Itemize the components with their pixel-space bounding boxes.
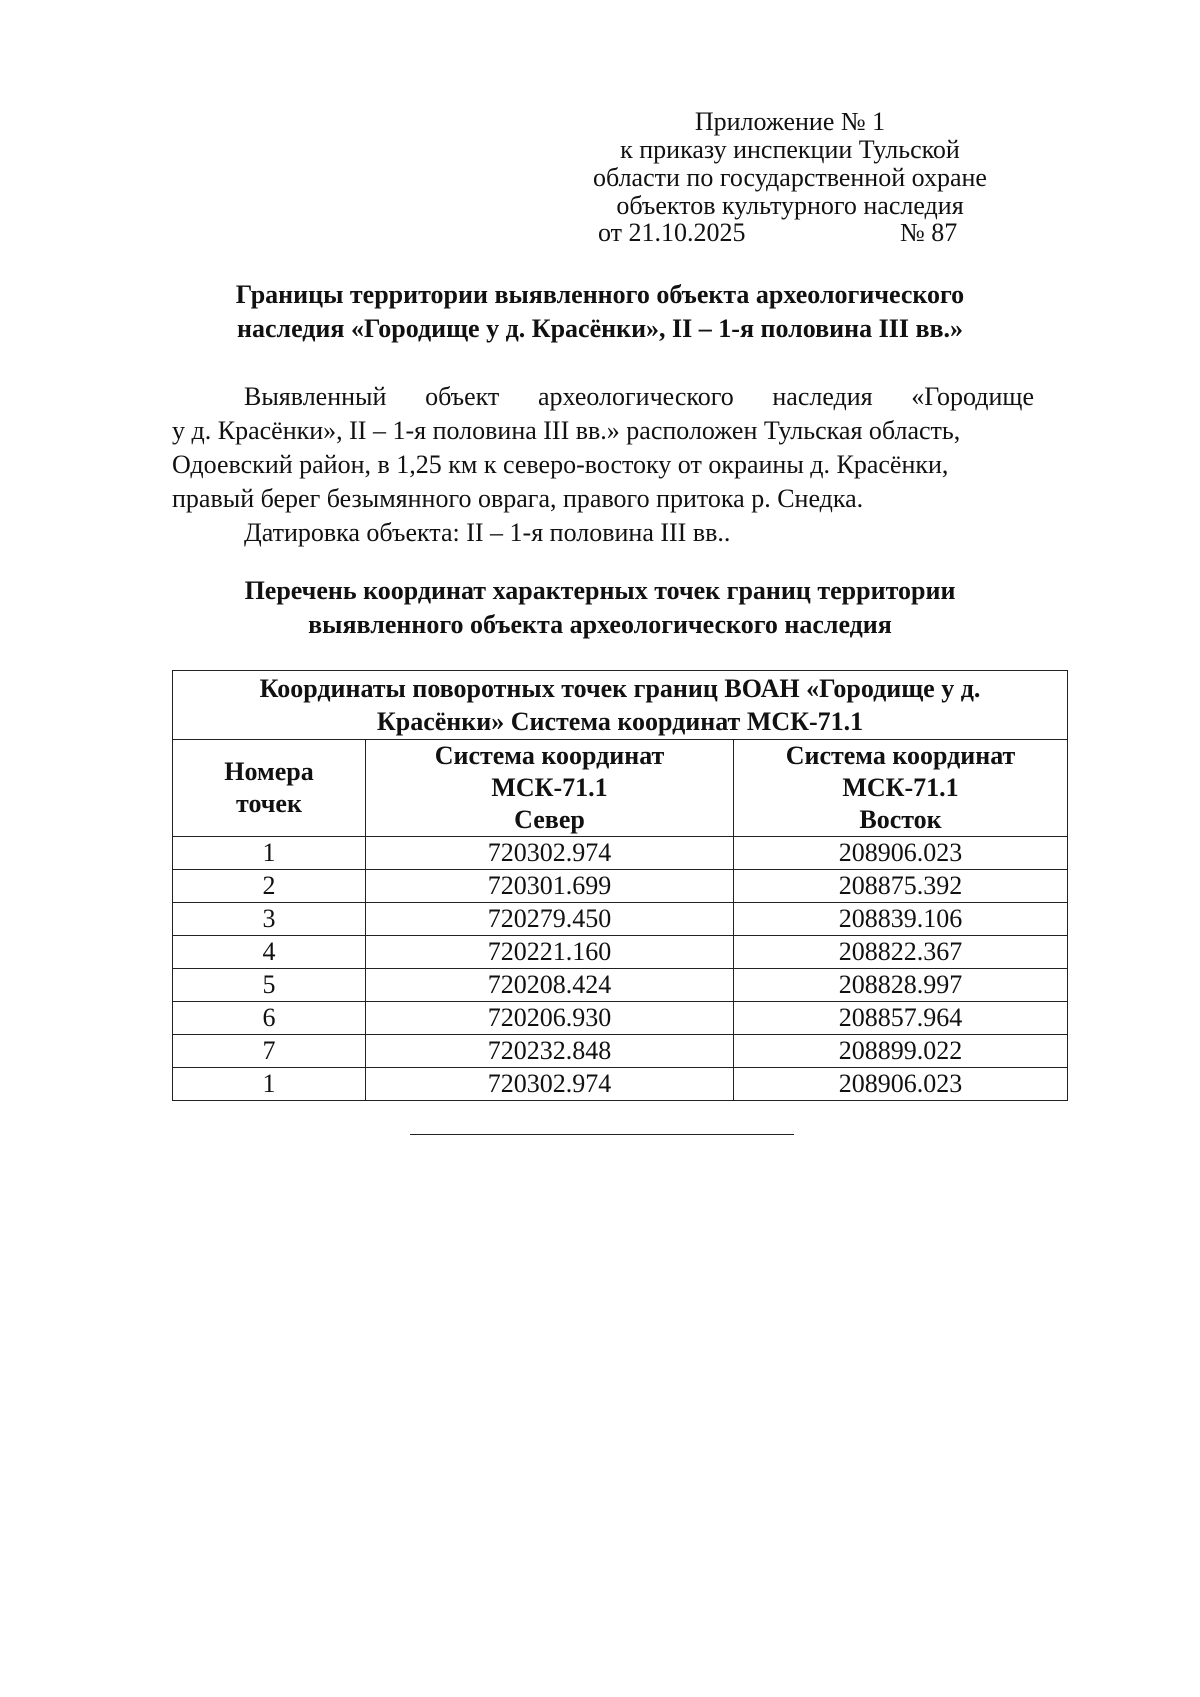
page-title (120, 278, 1080, 346)
table-row (173, 870, 1068, 903)
dating-line: Датировка объекта: II – 1-я половина III вв.. (244, 518, 731, 547)
appendix-block (560, 108, 1020, 220)
header-line: Система координат (434, 741, 665, 770)
table-row (173, 837, 1068, 870)
east-coordinate-cell: 208906.023 (734, 1068, 1068, 1101)
north-coordinate-cell: 720279.450 (366, 903, 734, 936)
header-line: точек (236, 789, 302, 818)
table-row (173, 1002, 1068, 1035)
point-number-cell: 4 (173, 936, 366, 969)
east-coordinate-cell: 208828.997 (734, 969, 1068, 1002)
page-title-line: наследия «Городище у д. Красёнки», II – 1-я половина III вв.» (236, 314, 964, 343)
header-line: МСК-71.1 (842, 773, 959, 802)
point-number-cell: 1 (173, 1068, 366, 1101)
header-line: МСК-71.1 (491, 773, 608, 802)
column-header-north (366, 740, 734, 837)
point-number-cell: 7 (173, 1035, 366, 1068)
header-line: Север (514, 805, 585, 834)
order-date: от 21.10.2025 (598, 218, 746, 247)
header-line: Номера (224, 757, 314, 786)
east-coordinate-cell: 208857.964 (734, 1002, 1068, 1035)
point-number-cell: 1 (173, 837, 366, 870)
coordinates-table (172, 670, 1068, 1101)
north-coordinate-cell: 720301.699 (366, 870, 734, 903)
table-row (173, 1035, 1068, 1068)
table-caption-line: Координаты поворотных точек границ ВОАН «Городище у д. (259, 674, 981, 703)
north-coordinate-cell: 720206.930 (366, 1002, 734, 1035)
table-caption-row (173, 671, 1068, 740)
table-caption-line: Красёнки» Система координат МСК-71.1 (376, 707, 864, 736)
header-line: Восток (859, 805, 942, 834)
point-number-cell: 6 (173, 1002, 366, 1035)
appendix-authority: области по государственной охране (593, 163, 987, 192)
column-header-point-number (173, 740, 366, 837)
east-coordinate-cell: 208875.392 (734, 870, 1068, 903)
east-coordinate-cell: 208899.022 (734, 1035, 1068, 1068)
list-title-line: Перечень координат характерных точек границ территории (244, 576, 956, 605)
point-number-cell: 3 (173, 903, 366, 936)
table-row (173, 903, 1068, 936)
description-line: правый берег безымянного оврага, правого притока р. Снедка. (172, 484, 864, 513)
appendix-order-ref: к приказу инспекции Тульской (620, 135, 960, 164)
appendix-label: Приложение № 1 (694, 107, 886, 136)
north-coordinate-cell: 720208.424 (366, 969, 734, 1002)
table-header-row (173, 740, 1068, 837)
appendix-authority-cont: объектов культурного наследия (616, 191, 964, 220)
table-caption (173, 671, 1068, 740)
table-row (173, 936, 1068, 969)
north-coordinate-cell: 720302.974 (366, 1068, 734, 1101)
east-coordinate-cell: 208839.106 (734, 903, 1068, 936)
page-title-line: Границы территории выявленного объекта археологического (235, 280, 965, 309)
description-line: у д. Красёнки», II – 1-я половина III вв.» расположен Тульская область, (172, 416, 961, 445)
object-description (172, 380, 1034, 550)
north-coordinate-cell: 720302.974 (366, 837, 734, 870)
description-line: Одоевский район, в 1,25 км к северо-востоку от окраины д. Красёнки, (172, 450, 949, 479)
point-number-cell: 2 (173, 870, 366, 903)
coordinates-list-title (120, 574, 1080, 642)
column-header-east (734, 740, 1068, 837)
north-coordinate-cell: 720232.848 (366, 1035, 734, 1068)
order-number: № 87 (900, 218, 958, 247)
closing-divider (410, 1134, 794, 1135)
point-number-cell: 5 (173, 969, 366, 1002)
header-line: Система координат (785, 741, 1016, 770)
north-coordinate-cell: 720221.160 (366, 936, 734, 969)
description-line: Выявленный объект археологического наследия «Городище (244, 382, 1034, 411)
east-coordinate-cell: 208906.023 (734, 837, 1068, 870)
table-row (173, 969, 1068, 1002)
east-coordinate-cell: 208822.367 (734, 936, 1068, 969)
table-row (173, 1068, 1068, 1101)
list-title-line: выявленного объекта археологического наследия (308, 610, 892, 639)
